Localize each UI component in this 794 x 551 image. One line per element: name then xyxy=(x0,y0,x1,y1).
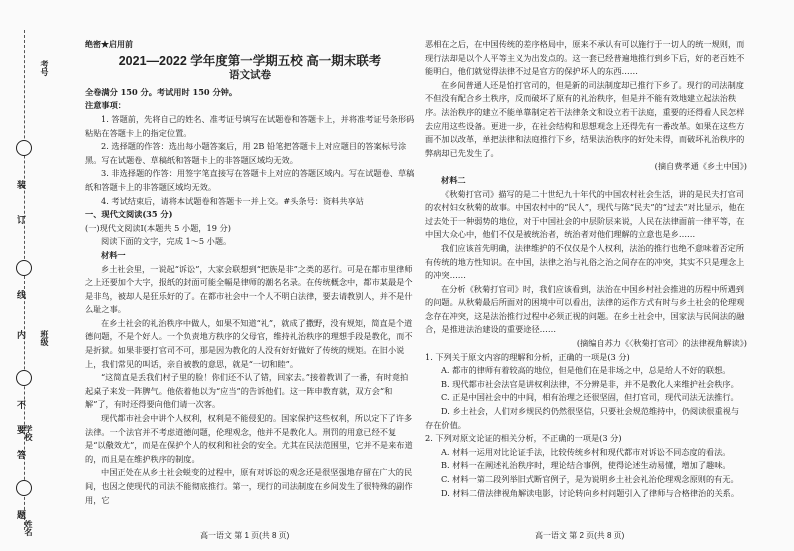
question-option: D. 材料二借法律视角解读电影，讨论转向乡村问题引入了律师与合格律治的关系。 xyxy=(441,487,740,498)
material-paragraph: 在分析《秋菊打官司》时，我们应该看到，法治在中国乡村社会推进的历程中所遇到的问题。从秋菊最后所面对的困境中可以看出，法律的运作方式有时与乡土社会的伦理观念存在冲突，这是法治推行过程中必须正视的问题。在乡土社会中，国家法与民间法的融合，是推进法治建设的重要途径…… xyxy=(425,283,745,335)
question-option: A. 都市的律师有着较高的地位，但是他们在是非场之中，总是给人不好的联想。 xyxy=(441,365,731,376)
question-option: D. 乡土社会，人们对乡规民约仍然很坚信，只要社会规范维持中，仍阅读很重视与存在价值。 xyxy=(425,406,740,430)
binding-mark: 题 xyxy=(15,510,25,519)
question-stem: 1. 下列关于原文内容的理解和分析，正确的一项是(3 分) xyxy=(425,351,630,362)
notice-item: 1. 答题前，先将自己的姓名、准考证号填写在试题卷和答题卡上，并将准考证号条形码粘贴在答题卡上的指定位置。 xyxy=(85,113,415,138)
binding-mark: 不 xyxy=(15,400,25,409)
material-paragraph: 乡土社会里，一说起“诉讼”，大家会联想到“把族是非”之类的恶行。可是在都市里律师之上还要加个大字，报纸的封面可能全幅是律师的潮名名录。在传统概念中，都市某最是个是非鸟，被却人是狂乐好的了。在都市社会中一个人不明白法律，要去请教别人，并不是什么耻之事。 xyxy=(85,263,413,315)
question-option: C. 正是中国社会中的中间，相有治理之还很坚固，但打官司，现代司法无法推行。 xyxy=(441,392,739,403)
binding-label-class: 班级 xyxy=(40,330,50,346)
subsection-heading: (一)现代文阅读Ⅰ(本题共 5 小题，19 分) xyxy=(85,222,231,233)
question-option: A. 材料一运用对比论证手法，比较传统乡村和现代都市对诉讼不同态度的看法。 xyxy=(441,446,731,457)
binding-mark: 内 xyxy=(15,330,25,339)
binding-mark: 订 xyxy=(15,215,25,224)
question-option: B. 现代都市社会法官是讲权利法律，不分辨是非，并不是教化人来维护社会秩序。 xyxy=(441,378,739,389)
binding-hole xyxy=(16,260,32,276)
notice-item: 4. 考试结束后，请将本试题卷和答题卡一并上交。#头条号：资料共享站 xyxy=(101,195,364,206)
binding-mark: 答 xyxy=(15,450,25,459)
page-footer-left: 高一语文 第 1 页(共 8 页) xyxy=(200,531,290,540)
material-two-label: 材料二 xyxy=(441,174,466,185)
material-paragraph: “这简直是丢我们村子里的脸！你们还不认了错，回家去。”接着教训了一番，有时竟拍起桌子来发一阵脾气。他依着他以为“应当”的告诉他们。这一阵申教育就，双方会“和解”了，有时还得要向他们请一次客。 xyxy=(85,372,409,410)
material-paragraph: 恶相在之后，在中国传统的差序格局中，原来不承认有可以施行于一切人的统一规则，而现行法却是以个人平等主义为出发点的。这一套已经普遍地推行到乡下后，好的老百姓不能明白，他们就觉得法律不过是官方的保护坏人的东西…… xyxy=(425,39,745,77)
binding-mark: 要 xyxy=(15,425,25,434)
binding-mark: 装 xyxy=(15,180,25,189)
question-option: B. 材料一在阐述礼治秩序时，理论结合事例，使得论述生动易懂，增加了趣味。 xyxy=(441,460,731,471)
material-paragraph: 《秋菊打官司》描写的是二十世纪九十年代的中国农村社会生活，讲的是民夫打官司的农村妇女秋菊的故事。中国农村中的“民人”，现代与陈“民夫”的“过去”对比显示，他在过去处于一种弱势的地位，对于中国社会的中层阶层来说，人民在法律面前一律平等，在中国大众心中，他们不仅是被统治者，统治者对他们理解的立意也是乡…… xyxy=(425,188,745,240)
secret-mark: 绝密★启用前 xyxy=(85,39,133,49)
page-footer-right: 高一语文 第 2 页(共 8 页) xyxy=(535,531,625,540)
binding-hole xyxy=(16,140,32,156)
score-line: 全卷满分 150 分。考试用时 150 分钟。 xyxy=(85,86,238,97)
exam-title: 2021—2022 学年度第一学期五校 高一期末联考 xyxy=(118,53,382,68)
material-one-label: 材料一 xyxy=(101,249,126,260)
notice-heading: 注意事项： xyxy=(85,100,126,111)
question-option: C. 材料一第二段列举旧式断官例子，是为说明乡土社会礼治伦理观念原则的有无。 xyxy=(441,474,739,484)
left-column xyxy=(85,38,415,518)
binding-label-school: 学校 xyxy=(24,425,34,441)
section-heading: 一、现代文阅读(35 分) xyxy=(85,209,173,220)
binding-mark: 线 xyxy=(15,290,25,299)
material-paragraph: 中国正处在从乡土社会蜕变的过程中，原有对诉讼的观念还是很坚强地存留在广大的民间，也因之使现代的司法不能彻底推行。第一，现行的司法制度在乡间发生了很特殊的副作用，它 xyxy=(85,467,413,505)
citation: (摘自费孝通《乡土中国》) xyxy=(654,161,747,172)
material-paragraph: 我们应该首先明确，法律维护的不仅仅是个人权利，法治的推行也绝不意味着否定所有传统的地方性知识。在中国，法律之治与礼俗之治之间存在的冲突，其实不只是理念上的冲突…… xyxy=(425,242,745,281)
binding-label-name: 姓名 xyxy=(24,520,34,536)
binding-hole xyxy=(16,480,32,496)
read-prompt: 阅读下面的文字，完成 1～5 小题。 xyxy=(101,236,232,247)
notice-item: 3. 非选择题的作答：用签字笔直接写在答题卡上对应的答题区域内。写在试题卷、草稿纸和答题卡上的非答题区域均无效。 xyxy=(85,168,415,192)
material-paragraph: 在乡土社会的礼治秩序中做人，如果不知道“礼”，就成了撒野，没有规矩，简直是个道德问题，不是个好人。一个负责地方秩序的父母官，维持礼治秩序的理想手段是教化，而不是折狱。如果非要打官司不可，那是因为教化的人没有好好做好了传统的规矩。在旧小说上，我们常见的叫话，亲自被教的意思，就是“一切和睦”。 xyxy=(85,317,413,369)
binding-margin xyxy=(10,30,40,530)
binding-hole xyxy=(16,370,32,386)
citation: (摘编自苏力《〈秋菊打官司〉的法律视角解读》) xyxy=(576,338,747,349)
exam-subtitle: 语文试卷 xyxy=(229,69,271,82)
question-stem: 2. 下列对原文论证的相关分析，不正确的一项是(3 分) xyxy=(425,433,622,444)
material-paragraph: 现代都市社会中讲个人权利，权利是不能侵犯的。国家保护这些权利，所以定下了许多法律。一个法官并不考虑道德问题，伦理观念，他并不是教化人。刑罚的用意已经不复是“以儆效尤”，而是在保护个人的权利和社会的安全。尤其在民法范围里，它并不是来布道的，而且是在维护秩序的制度。 xyxy=(85,413,413,464)
binding-label-exam-number: 考号 xyxy=(40,60,50,76)
notice-item: 2. 选择题的作答：选出每小题答案后，用 2B 铅笔把答题卡上对应题目的答案标号涂黑。写在试题卷、草稿纸和答题卡上的非答题区域均无效。 xyxy=(85,141,407,165)
material-paragraph: 在乡间普通人还是怕打官司的，但是新的司法制度却已推行下乡了。现行的司法制度不但没有配合乡土秩序，反而破坏了原有的礼治秩序，但是并不能有效地建立起法治秩序。法治秩序的建立不能单靠制定若干法律条文和设立若干法庭，重要的还得看人民怎样去应用这些设备。更进一步，在社会结构和思想观念上还得先有一番改革。如果在这些方面不加以改革，单把法律和法庭推行下乡，结果法治秩序的好处未得，而破坏礼治秩序的弊病却已先发生了。 xyxy=(425,79,745,158)
right-column xyxy=(425,38,747,518)
